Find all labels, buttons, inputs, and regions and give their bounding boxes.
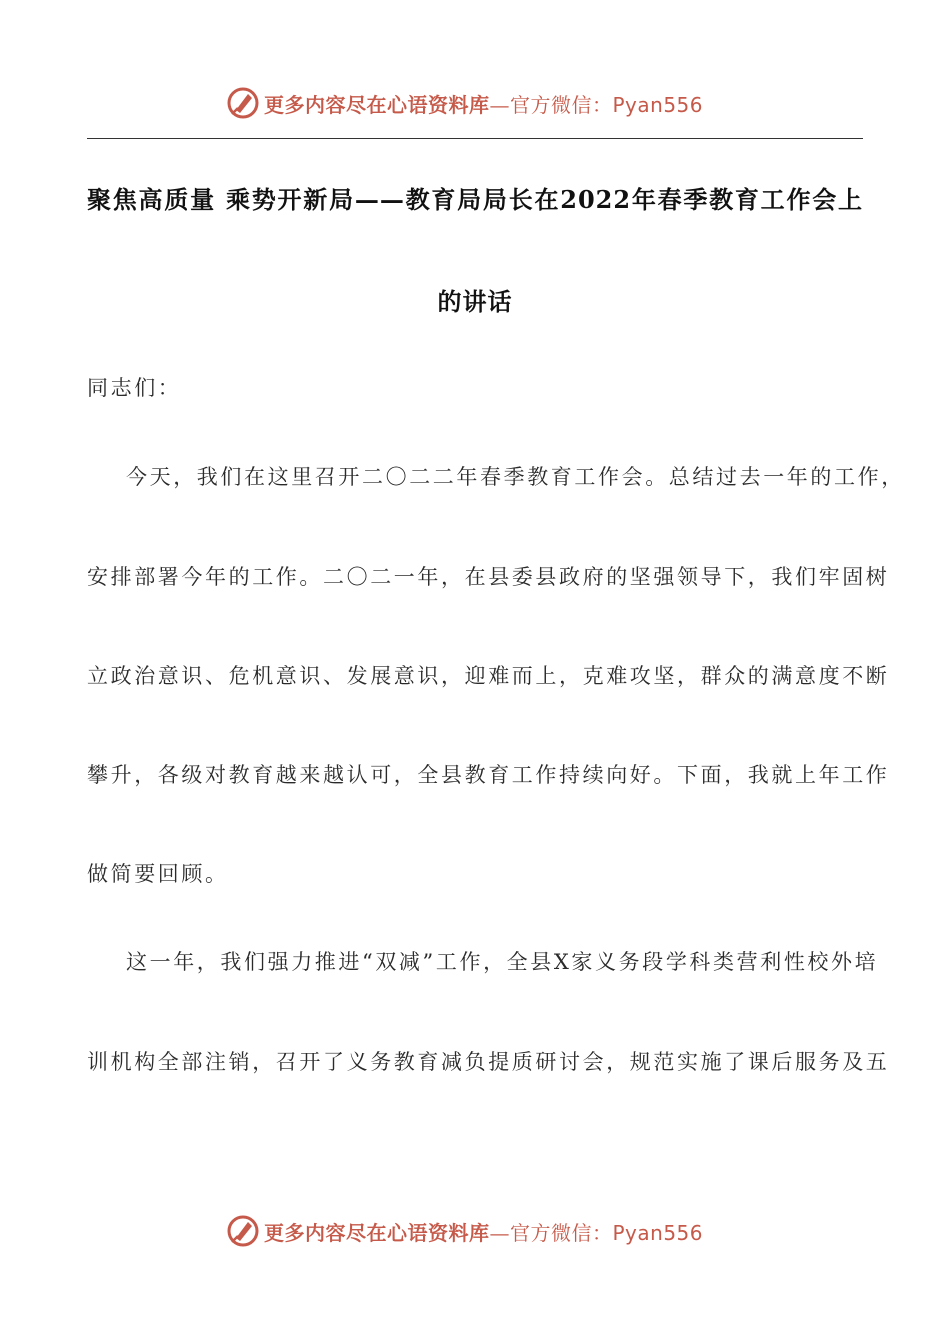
document-title-line2: 的讲话: [437, 287, 513, 316]
banner-label: 官方微信：: [510, 92, 613, 117]
header-banner: [0, 82, 950, 122]
banner-brand: 更多内容尽在心语资料库: [264, 92, 490, 117]
banner-brand: 更多内容尽在心语资料库: [264, 1220, 490, 1245]
body-line: 做简要回顾。: [87, 862, 229, 886]
salutation: 同志们：: [87, 376, 182, 400]
document-title-line1: 聚焦高质量 乘势开新局——教育局局长在2022年春季教育工作会上: [87, 185, 863, 214]
banner-wechat-id: Pyan556: [612, 92, 704, 117]
header-banner-text: [264, 89, 703, 118]
banner-dash: —: [489, 92, 510, 117]
banner-label: 官方微信：: [510, 1220, 613, 1245]
body-line: 这一年，我们强力推进“双减”工作，全县X家义务段学科类营利性校外培: [126, 950, 879, 974]
banner-wechat-id: Pyan556: [612, 1220, 704, 1245]
pen-nib-logo-icon: [226, 1214, 260, 1248]
banner-dash: —: [489, 1220, 510, 1245]
body-line: 训机构全部注销，召开了义务教育减负提质研讨会，规范实施了课后服务及五: [87, 1050, 890, 1074]
body-line: 今天，我们在这里召开二〇二二年春季教育工作会。总结过去一年的工作，: [126, 465, 905, 489]
pen-nib-logo-icon: [226, 86, 260, 120]
body-line: 攀升，各级对教育越来越认可，全县教育工作持续向好。下面，我就上年工作: [87, 763, 890, 787]
body-line: 安排部署今年的工作。二〇二一年，在县委县政府的坚强领导下，我们牢固树: [87, 565, 890, 589]
footer-banner-text: [264, 1217, 703, 1246]
body-line: 立政治意识、危机意识、发展意识，迎难而上，克难攻坚，群众的满意度不断: [87, 664, 890, 688]
footer-banner: [0, 1210, 950, 1250]
header-divider: [87, 138, 863, 139]
